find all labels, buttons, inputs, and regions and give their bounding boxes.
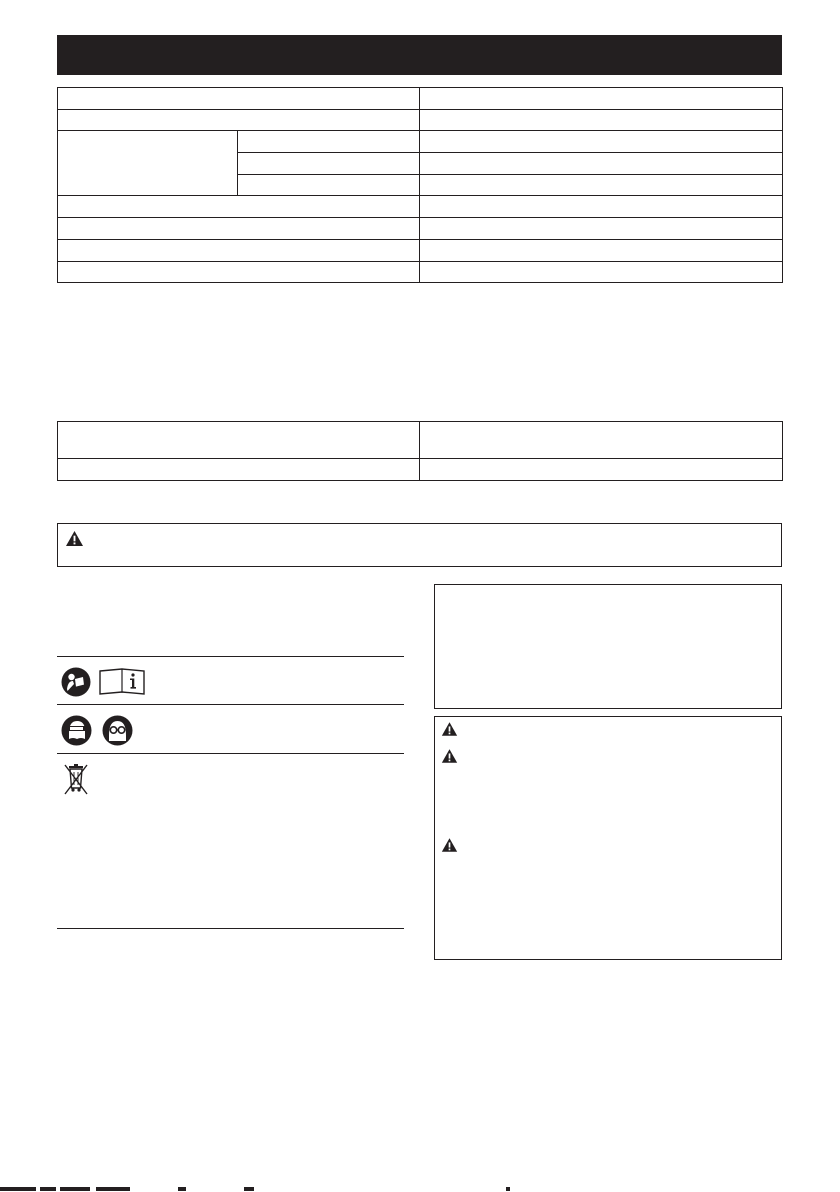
general-warning-box bbox=[57, 523, 782, 567]
symbol-row-protection bbox=[57, 704, 404, 753]
table-cell bbox=[238, 131, 420, 153]
symbol-row-read-manual bbox=[57, 656, 404, 704]
table-cell bbox=[420, 88, 783, 110]
warning-triangle-icon bbox=[441, 748, 458, 764]
table-cell bbox=[420, 196, 783, 218]
table-row bbox=[58, 109, 783, 131]
table-cell bbox=[58, 88, 420, 110]
warning-triangle-icon bbox=[441, 721, 458, 737]
symbol-row-disposal bbox=[57, 753, 404, 929]
table-row bbox=[58, 459, 783, 481]
table-cell bbox=[420, 422, 783, 459]
bottom-print-strip bbox=[0, 1185, 840, 1192]
table-cell bbox=[58, 109, 420, 131]
note-box bbox=[434, 584, 782, 709]
eye-protection-icon bbox=[102, 715, 133, 746]
crossed-bin-icon bbox=[63, 762, 89, 796]
ear-protection-icon bbox=[61, 715, 92, 746]
symbols-section bbox=[57, 656, 404, 929]
table-cell bbox=[420, 109, 783, 131]
table-cell bbox=[58, 131, 238, 196]
table-cell bbox=[58, 261, 420, 283]
table-cell bbox=[420, 239, 783, 261]
table-cell bbox=[420, 261, 783, 283]
read-manual-icon bbox=[61, 667, 91, 697]
table-row bbox=[58, 261, 783, 283]
table-row bbox=[58, 88, 783, 110]
table-row bbox=[58, 422, 783, 459]
table-cell bbox=[58, 218, 420, 240]
table-row bbox=[58, 196, 783, 218]
info-booklet-icon bbox=[99, 668, 145, 695]
table-cell bbox=[238, 153, 420, 175]
specifications-table bbox=[57, 87, 783, 283]
table-row bbox=[58, 239, 783, 261]
warning-triangle-icon bbox=[65, 530, 84, 547]
table-cell bbox=[58, 196, 420, 218]
header-bar bbox=[57, 35, 782, 75]
table-cell bbox=[420, 459, 783, 481]
table-cell bbox=[238, 174, 420, 196]
table-cell bbox=[58, 422, 420, 459]
table-cell bbox=[420, 218, 783, 240]
table-cell bbox=[420, 131, 783, 153]
table-row bbox=[58, 131, 783, 153]
table-cell bbox=[420, 174, 783, 196]
safety-warnings-box bbox=[434, 716, 782, 960]
table-row bbox=[58, 218, 783, 240]
table-cell bbox=[58, 239, 420, 261]
secondary-table bbox=[57, 421, 783, 481]
table-cell bbox=[420, 153, 783, 175]
table-cell bbox=[58, 459, 420, 481]
warning-triangle-icon bbox=[441, 837, 458, 853]
